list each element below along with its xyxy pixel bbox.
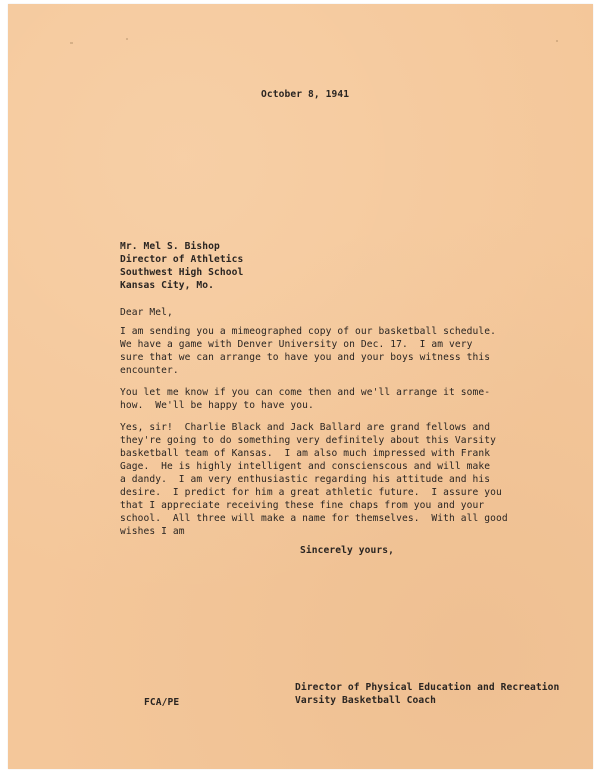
recipient-title: Director of Athletics (120, 254, 244, 265)
paragraph-line: desire. I predict for him a great athletic future. I assure you (120, 487, 502, 498)
signature-title-line: Director of Physical Education and Recreation (295, 682, 560, 693)
paper-speck (556, 40, 558, 42)
paragraph-line: We have a game with Denver University on Dec. 17. I am very (120, 339, 473, 350)
paper-speck (70, 42, 73, 44)
recipient-name: Mr. Mel S. Bishop (120, 241, 220, 252)
salutation: Dear Mel, (120, 307, 173, 318)
paragraph-line: school. All three will make a name for themselves. With all good (120, 513, 508, 524)
paragraph-line: a dandy. I am very enthusiastic regarding his attitude and his (120, 474, 491, 485)
paragraph-line: Gage. He is highly intelligent and conscienscous and will make (120, 461, 491, 472)
paragraph-line: they're going to do something very definitely about this Varsity (120, 435, 497, 446)
typist-initials: FCA/PE (144, 697, 180, 708)
recipient-city: Kansas City, Mo. (120, 280, 215, 291)
paper-speck (126, 38, 128, 40)
letter-page (8, 4, 593, 769)
recipient-school: Southwest High School (120, 267, 244, 278)
paragraph-line: basketball team of Kansas. I am also much impressed with Frank (120, 448, 491, 459)
closing: Sincerely yours, (300, 545, 395, 556)
paragraph-line: sure that we can arrange to have you and your boys witness this (120, 352, 491, 363)
paragraph-line: how. We'll be happy to have you. (120, 400, 314, 411)
paragraph-line: encounter. (120, 365, 179, 376)
signature-title-line: Varsity Basketball Coach (295, 695, 437, 706)
paragraph-line: that I appreciate receiving these fine chaps from you and your (120, 500, 485, 511)
paragraph-line: Yes, sir! Charlie Black and Jack Ballard are grand fellows and (120, 422, 491, 433)
paragraph-line: I am sending you a mimeographed copy of our basketball schedule. (120, 326, 497, 337)
paragraph-line: You let me know if you can come then and we'll arrange it some- (120, 387, 491, 398)
paragraph-line: wishes I am (120, 526, 185, 537)
letter-date: October 8, 1941 (261, 89, 350, 100)
